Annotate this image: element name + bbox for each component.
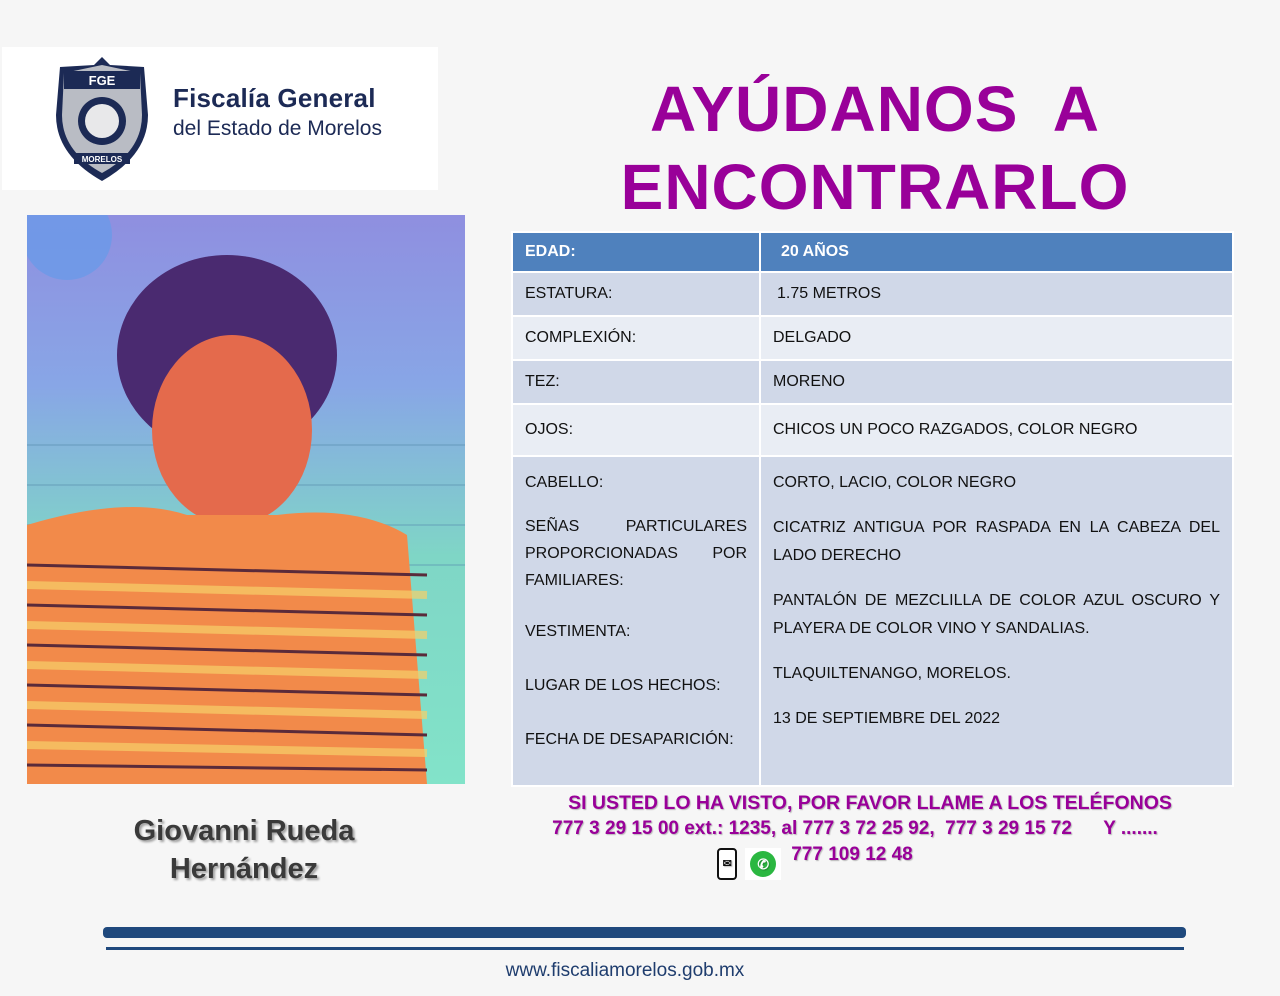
- person-name: [60, 812, 428, 888]
- table-row: [512, 404, 1233, 456]
- missing-person-photo: [27, 215, 465, 784]
- details-table: [511, 231, 1234, 787]
- table-row: [512, 316, 1233, 360]
- name-line-2: Hernández: [169, 853, 319, 885]
- value-fecha: 13 DE SEPTIEMBRE DEL 2022: [773, 710, 1001, 727]
- label-tez: TEZ:: [512, 360, 760, 404]
- title-line-2: ENCONTRARLO: [620, 151, 1130, 223]
- table-row: [512, 360, 1233, 404]
- contact-whatsapp-number[interactable]: 777 109 12 48: [791, 844, 913, 865]
- fge-logo: [2, 47, 438, 190]
- svg-text:MORELOS: MORELOS: [81, 155, 123, 164]
- whatsapp-icon: ✆: [745, 848, 781, 880]
- mobile-message-icon: ✉: [717, 848, 737, 880]
- title-line-1: AYÚDANOS A: [650, 73, 1100, 145]
- logo-subtitle: del Estado de Morelos: [173, 117, 382, 140]
- label-fecha: FECHA DE DESAPARICIÓN:: [525, 731, 734, 748]
- label-lugar: LUGAR DE LOS HECHOS:: [525, 677, 721, 694]
- svg-text:FGE: FGE: [88, 73, 116, 88]
- label-complexion: COMPLEXIÓN:: [512, 316, 760, 360]
- value-estatura: 1.75 METROS: [760, 272, 1233, 316]
- label-cabello: CABELLO:: [525, 474, 604, 491]
- website-link[interactable]: www.fiscaliamorelos.gob.mx: [505, 960, 745, 981]
- logo-title: Fiscalía General: [173, 83, 376, 113]
- label-vestimenta: VESTIMENTA:: [525, 623, 631, 640]
- value-vestimenta-1: PANTALÓN DE MEZCLILLA DE COLOR AZUL OSCURO Y: [773, 592, 1220, 609]
- value-cabello: CORTO, LACIO, COLOR NEGRO: [773, 474, 1017, 491]
- label-senas-1: SEÑAS PARTICULARES: [525, 518, 747, 535]
- value-vestimenta-2: PLAYERA DE COLOR VINO Y SANDALIAS.: [773, 620, 1090, 637]
- value-senas-1: CICATRIZ ANTIGUA POR RASPADA EN LA CABEZA DEL: [773, 519, 1220, 536]
- fge-badge-icon: [52, 55, 152, 183]
- footer-divider-thin: [106, 947, 1184, 950]
- value-senas-2: LADO DERECHO: [773, 547, 902, 564]
- contact-line-1: SI USTED LO HA VISTO, POR FAVOR LLAME A LOS TELÉFONOS: [568, 792, 1172, 814]
- table-row-edad: [512, 232, 1233, 272]
- poster-title: [560, 70, 1190, 226]
- label-senas-2: PROPORCIONADAS POR: [525, 545, 747, 562]
- contact-phone-numbers[interactable]: 777 3 29 15 00 ext.: 1235, al 777 3 72 25 92, 777 3 29 15 72 Y .......: [552, 818, 1158, 839]
- value-edad: 20 AÑOS: [760, 232, 1233, 272]
- value-tez: MORENO: [760, 360, 1233, 404]
- name-line-1: Giovanni Rueda: [133, 815, 355, 847]
- label-ojos: OJOS:: [512, 404, 760, 456]
- footer-divider-thick: [103, 927, 1186, 938]
- table-row: [512, 272, 1233, 316]
- value-lugar: TLAQUILTENANGO, MORELOS.: [773, 665, 1011, 682]
- value-complexion: DELGADO: [760, 316, 1233, 360]
- label-senas-3: FAMILIARES:: [525, 572, 624, 589]
- value-ojos: CHICOS UN POCO RAZGADOS, COLOR NEGRO: [760, 404, 1233, 456]
- table-row-description: [512, 456, 1233, 786]
- label-edad: EDAD:: [512, 232, 760, 272]
- label-estatura: ESTATURA:: [512, 272, 760, 316]
- contact-info: [490, 790, 1220, 880]
